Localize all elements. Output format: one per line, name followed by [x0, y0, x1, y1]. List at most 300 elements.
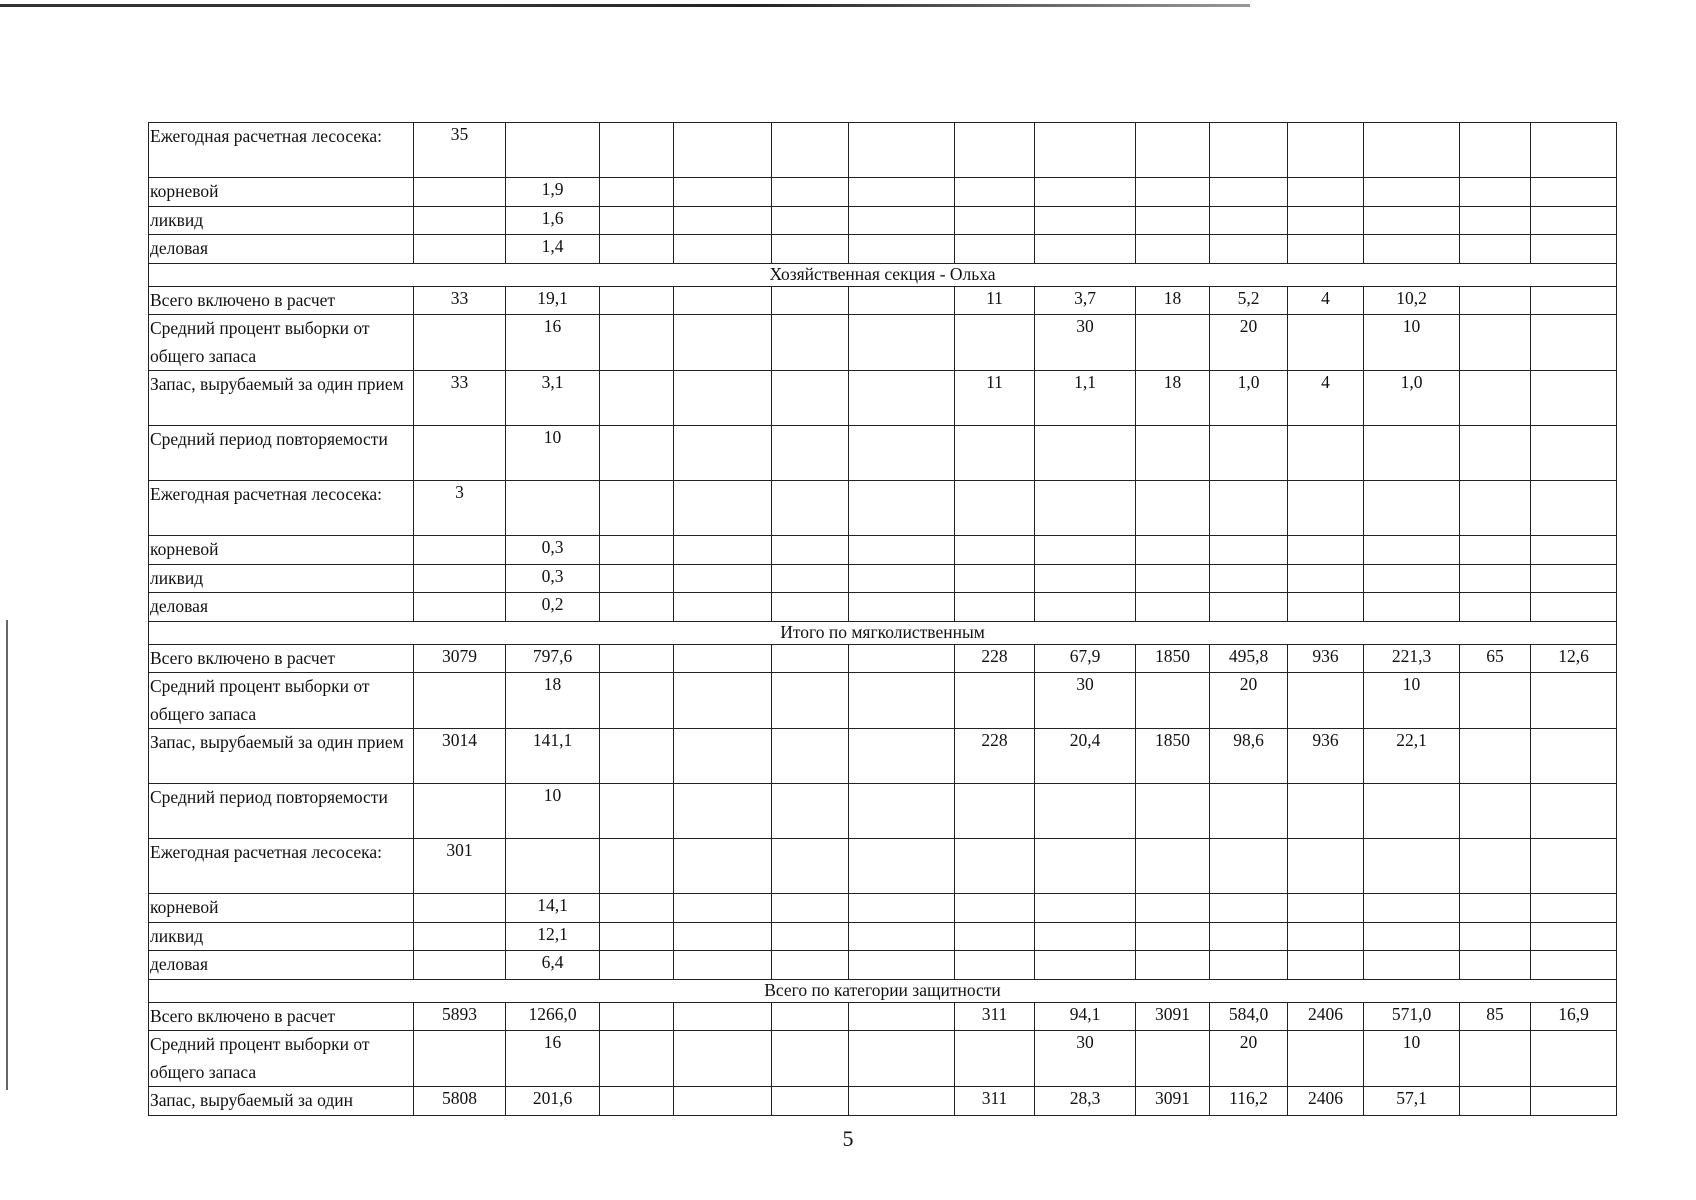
table-cell [955, 426, 1035, 481]
table-cell [955, 536, 1035, 565]
table-cell [600, 1087, 674, 1116]
row-label: Запас, вырубаемый за один прием [149, 371, 414, 426]
table-cell: 85 [1460, 1002, 1531, 1031]
table-cell [674, 644, 772, 673]
table-row [149, 123, 1617, 178]
table-cell: 94,1 [1035, 1002, 1136, 1031]
table-cell [1035, 951, 1136, 980]
section-header: Итого по мягколиственным [149, 621, 1617, 644]
table-cell [849, 593, 955, 622]
table-cell: 20 [1210, 315, 1288, 371]
table-cell [1531, 1087, 1617, 1116]
table-cell: 30 [1035, 1031, 1136, 1087]
calculation-table [148, 122, 1617, 1116]
table-cell [674, 206, 772, 235]
table-cell [1531, 286, 1617, 315]
table-cell [1531, 564, 1617, 593]
table-cell: 30 [1035, 673, 1136, 729]
table-cell [1460, 123, 1531, 178]
table-cell [600, 784, 674, 839]
table-cell [674, 564, 772, 593]
table-row [149, 1031, 1617, 1087]
table-cell [600, 839, 674, 894]
table-cell [1210, 481, 1288, 536]
table-cell [1035, 426, 1136, 481]
table-cell [772, 481, 849, 536]
table-cell [1210, 564, 1288, 593]
table-cell: 3 [414, 481, 506, 536]
table-cell [1460, 536, 1531, 565]
table-cell [674, 839, 772, 894]
table-cell [674, 593, 772, 622]
table-cell [1136, 1031, 1210, 1087]
table-cell: 221,3 [1364, 644, 1460, 673]
table-cell [772, 1087, 849, 1116]
table-cell [1288, 839, 1364, 894]
table-cell [506, 123, 600, 178]
table-cell [1288, 235, 1364, 264]
table-cell [1288, 784, 1364, 839]
table-cell [1460, 206, 1531, 235]
table-cell [1460, 673, 1531, 729]
table-cell: 1,4 [506, 235, 600, 264]
table-cell: 2406 [1288, 1087, 1364, 1116]
table-cell: 2406 [1288, 1002, 1364, 1031]
table-cell: 3,7 [1035, 286, 1136, 315]
table-cell: 936 [1288, 644, 1364, 673]
table-cell: 1,0 [1210, 371, 1288, 426]
table-cell [600, 894, 674, 923]
table-cell: 0,2 [506, 593, 600, 622]
table-cell [1210, 536, 1288, 565]
row-label: Средний период повторяемости [149, 426, 414, 481]
table-cell [600, 286, 674, 315]
section-header: Хозяйственная секция - Ольха [149, 263, 1617, 286]
table-cell [1364, 564, 1460, 593]
table-cell: 12,6 [1531, 644, 1617, 673]
row-label: деловая [149, 235, 414, 264]
table-cell [1531, 673, 1617, 729]
table-cell [1136, 315, 1210, 371]
table-cell [600, 922, 674, 951]
table-cell [849, 564, 955, 593]
table-cell [1035, 564, 1136, 593]
table-row [149, 206, 1617, 235]
table-cell [600, 235, 674, 264]
table-cell: 14,1 [506, 894, 600, 923]
scan-left-edge-mark [6, 620, 8, 1090]
table-cell [1460, 894, 1531, 923]
table-cell [1531, 951, 1617, 980]
table-cell: 1,1 [1035, 371, 1136, 426]
table-cell [506, 839, 600, 894]
table-cell [955, 206, 1035, 235]
table-cell: 35 [414, 123, 506, 178]
table-cell [772, 894, 849, 923]
table-cell [772, 951, 849, 980]
table-cell [1531, 839, 1617, 894]
table-cell [849, 1002, 955, 1031]
table-cell [955, 123, 1035, 178]
table-cell [414, 894, 506, 923]
table-cell [1460, 371, 1531, 426]
table-cell: 18 [506, 673, 600, 729]
table-cell [772, 178, 849, 207]
table-cell [1210, 178, 1288, 207]
table-cell: 0,3 [506, 564, 600, 593]
table-cell [414, 235, 506, 264]
table-cell: 311 [955, 1002, 1035, 1031]
table-cell [674, 951, 772, 980]
table-cell [1531, 536, 1617, 565]
table-cell [674, 426, 772, 481]
table-cell [772, 536, 849, 565]
table-cell [1035, 235, 1136, 264]
table-cell [955, 1031, 1035, 1087]
table-cell [674, 673, 772, 729]
table-cell [955, 481, 1035, 536]
table-cell [1136, 536, 1210, 565]
table-cell: 5808 [414, 1087, 506, 1116]
table-cell [772, 729, 849, 784]
table-cell [1460, 481, 1531, 536]
table-cell [414, 922, 506, 951]
table-cell [674, 784, 772, 839]
table-cell [414, 536, 506, 565]
row-label: ликвид [149, 922, 414, 951]
table-cell [1460, 315, 1531, 371]
row-label: Средний период повторяемости [149, 784, 414, 839]
table-cell [772, 593, 849, 622]
table-cell [955, 235, 1035, 264]
table-cell [414, 315, 506, 371]
table-row [149, 178, 1617, 207]
table-cell [674, 481, 772, 536]
row-label: Всего включено в расчет [149, 286, 414, 315]
table-cell [1288, 178, 1364, 207]
table-row [149, 894, 1617, 923]
table-cell [1035, 206, 1136, 235]
table-cell [1364, 206, 1460, 235]
table-cell [674, 315, 772, 371]
table-cell: 4 [1288, 371, 1364, 426]
table-cell [674, 178, 772, 207]
table-cell [1460, 922, 1531, 951]
table-row [149, 286, 1617, 315]
table-cell [1210, 235, 1288, 264]
table-cell: 495,8 [1210, 644, 1288, 673]
table-cell: 18 [1136, 371, 1210, 426]
table-cell [1364, 123, 1460, 178]
table-cell [1136, 673, 1210, 729]
table-cell [772, 315, 849, 371]
table-cell [1460, 839, 1531, 894]
table-cell [1035, 178, 1136, 207]
table-row [149, 564, 1617, 593]
table-cell [772, 286, 849, 315]
table-cell [1460, 286, 1531, 315]
table-cell [849, 1031, 955, 1087]
table-cell [1210, 426, 1288, 481]
table-cell [849, 206, 955, 235]
table-cell [849, 286, 955, 315]
row-label: Запас, вырубаемый за один прием [149, 729, 414, 784]
table-cell [1460, 784, 1531, 839]
table-cell [1136, 593, 1210, 622]
table-cell: 228 [955, 644, 1035, 673]
table-cell: 16 [506, 315, 600, 371]
table-cell [1364, 922, 1460, 951]
table-cell: 33 [414, 371, 506, 426]
table-cell [1364, 951, 1460, 980]
table-row [149, 839, 1617, 894]
row-label: Средний процент выборки от общего запаса [149, 1031, 414, 1087]
table-cell [849, 839, 955, 894]
table-cell: 228 [955, 729, 1035, 784]
table-cell [849, 426, 955, 481]
table-cell: 3,1 [506, 371, 600, 426]
table-cell: 797,6 [506, 644, 600, 673]
table-cell [1210, 784, 1288, 839]
table-cell [1460, 426, 1531, 481]
table-cell [1035, 784, 1136, 839]
table-cell: 141,1 [506, 729, 600, 784]
scan-top-edge-line [0, 4, 1250, 7]
table-cell: 301 [414, 839, 506, 894]
table-row [149, 593, 1617, 622]
table-cell [414, 784, 506, 839]
table-cell: 16 [506, 1031, 600, 1087]
table-cell: 67,9 [1035, 644, 1136, 673]
table-cell: 28,3 [1035, 1087, 1136, 1116]
table-cell [600, 315, 674, 371]
table-cell [1364, 784, 1460, 839]
table-cell: 33 [414, 286, 506, 315]
table-cell [414, 178, 506, 207]
table-cell: 1850 [1136, 644, 1210, 673]
table-cell [600, 371, 674, 426]
table-cell [1288, 951, 1364, 980]
table-cell [1531, 784, 1617, 839]
table-cell [1288, 564, 1364, 593]
table-cell [1460, 729, 1531, 784]
table-cell [955, 922, 1035, 951]
table-cell: 57,1 [1364, 1087, 1460, 1116]
table-cell [600, 123, 674, 178]
table-cell [1136, 894, 1210, 923]
table-cell [674, 123, 772, 178]
table-cell [955, 784, 1035, 839]
table-cell [1460, 593, 1531, 622]
table-cell [1288, 673, 1364, 729]
table-cell [1136, 426, 1210, 481]
table-cell [955, 951, 1035, 980]
table-body [149, 123, 1617, 1116]
table-cell [600, 536, 674, 565]
table-cell [600, 178, 674, 207]
table-cell [772, 922, 849, 951]
table-cell [1364, 536, 1460, 565]
table-cell [1288, 206, 1364, 235]
table-cell [849, 673, 955, 729]
table-cell [600, 426, 674, 481]
table-cell [600, 673, 674, 729]
table-cell [849, 123, 955, 178]
table-cell [772, 123, 849, 178]
table-cell [1035, 839, 1136, 894]
table-cell: 3091 [1136, 1087, 1210, 1116]
table-cell [1210, 206, 1288, 235]
table-cell [1210, 123, 1288, 178]
row-label: Всего включено в расчет [149, 1002, 414, 1031]
table-cell: 116,2 [1210, 1087, 1288, 1116]
table-cell [772, 644, 849, 673]
table-cell [849, 922, 955, 951]
table-cell: 3079 [414, 644, 506, 673]
table-cell [955, 894, 1035, 923]
table-cell [1210, 922, 1288, 951]
row-label: Запас, вырубаемый за один [149, 1087, 414, 1116]
table-cell [849, 894, 955, 923]
table-cell [849, 315, 955, 371]
table-row [149, 426, 1617, 481]
table-cell [1460, 178, 1531, 207]
table-cell: 20 [1210, 1031, 1288, 1087]
table-cell: 10 [506, 426, 600, 481]
table-cell [1136, 951, 1210, 980]
table-cell: 10 [506, 784, 600, 839]
table-cell: 10 [1364, 673, 1460, 729]
section-header-row [149, 979, 1617, 1002]
row-label: Средний процент выборки от общего запаса [149, 673, 414, 729]
section-header-row [149, 621, 1617, 644]
table-cell [955, 178, 1035, 207]
table-cell [1460, 1087, 1531, 1116]
table-cell [772, 784, 849, 839]
table-cell: 65 [1460, 644, 1531, 673]
row-label: Средний процент выборки от общего запаса [149, 315, 414, 371]
table-cell [414, 673, 506, 729]
table-cell [414, 426, 506, 481]
row-label: Ежегодная расчетная лесосека: [149, 481, 414, 536]
table-row [149, 784, 1617, 839]
table-cell [849, 178, 955, 207]
row-label: Ежегодная расчетная лесосека: [149, 123, 414, 178]
table-cell [1136, 235, 1210, 264]
table-cell [955, 564, 1035, 593]
table-cell [1364, 593, 1460, 622]
table-cell [1035, 593, 1136, 622]
table-cell [1136, 123, 1210, 178]
table-cell [1531, 593, 1617, 622]
table-cell [1364, 178, 1460, 207]
table-cell [1531, 426, 1617, 481]
table-cell [1531, 206, 1617, 235]
table-cell [1136, 922, 1210, 951]
table-cell [600, 206, 674, 235]
row-label: деловая [149, 593, 414, 622]
table-cell [849, 371, 955, 426]
table-cell [674, 894, 772, 923]
section-header: Всего по категории защитности [149, 979, 1617, 1002]
table-cell [1288, 123, 1364, 178]
row-label: корневой [149, 894, 414, 923]
table-row [149, 951, 1617, 980]
table-row [149, 922, 1617, 951]
table-cell: 10 [1364, 1031, 1460, 1087]
row-label: ликвид [149, 206, 414, 235]
table-cell [1288, 426, 1364, 481]
table-cell [1288, 315, 1364, 371]
table-cell [1210, 839, 1288, 894]
section-header-row [149, 263, 1617, 286]
table-cell [1531, 894, 1617, 923]
table-cell [1531, 922, 1617, 951]
table-cell [674, 235, 772, 264]
table-cell [849, 481, 955, 536]
table-cell [849, 536, 955, 565]
table-cell: 3091 [1136, 1002, 1210, 1031]
table-cell [1460, 951, 1531, 980]
table-cell [849, 951, 955, 980]
table-cell [674, 1002, 772, 1031]
table-cell [600, 481, 674, 536]
table-row [149, 481, 1617, 536]
table-cell: 201,6 [506, 1087, 600, 1116]
table-cell [600, 644, 674, 673]
table-cell [414, 593, 506, 622]
table-cell [849, 784, 955, 839]
table-cell: 20,4 [1035, 729, 1136, 784]
table-cell [414, 951, 506, 980]
table-cell [674, 536, 772, 565]
table-cell [1035, 894, 1136, 923]
table-cell [674, 1031, 772, 1087]
table-cell: 5,2 [1210, 286, 1288, 315]
table-cell [1288, 1031, 1364, 1087]
table-cell [1460, 235, 1531, 264]
table-cell [1364, 894, 1460, 923]
table-cell [1210, 593, 1288, 622]
table-cell [1210, 951, 1288, 980]
table-cell: 20 [1210, 673, 1288, 729]
table-cell: 1,6 [506, 206, 600, 235]
table-cell [1364, 839, 1460, 894]
table-cell [955, 673, 1035, 729]
page-number: 5 [842, 1126, 854, 1151]
table-cell: 10,2 [1364, 286, 1460, 315]
table-cell [1460, 1031, 1531, 1087]
table-cell: 0,3 [506, 536, 600, 565]
table-cell [772, 426, 849, 481]
table-cell [772, 235, 849, 264]
table-cell [1531, 481, 1617, 536]
row-label: Ежегодная расчетная лесосека: [149, 839, 414, 894]
table-cell: 18 [1136, 286, 1210, 315]
table-row [149, 536, 1617, 565]
table-cell [1035, 123, 1136, 178]
table-cell: 22,1 [1364, 729, 1460, 784]
row-label: ликвид [149, 564, 414, 593]
table-cell: 30 [1035, 315, 1136, 371]
table-cell [849, 235, 955, 264]
table-cell: 12,1 [506, 922, 600, 951]
table-cell: 10 [1364, 315, 1460, 371]
table-row [149, 235, 1617, 264]
table-cell [1136, 206, 1210, 235]
table-cell [674, 1087, 772, 1116]
table-cell [1288, 593, 1364, 622]
